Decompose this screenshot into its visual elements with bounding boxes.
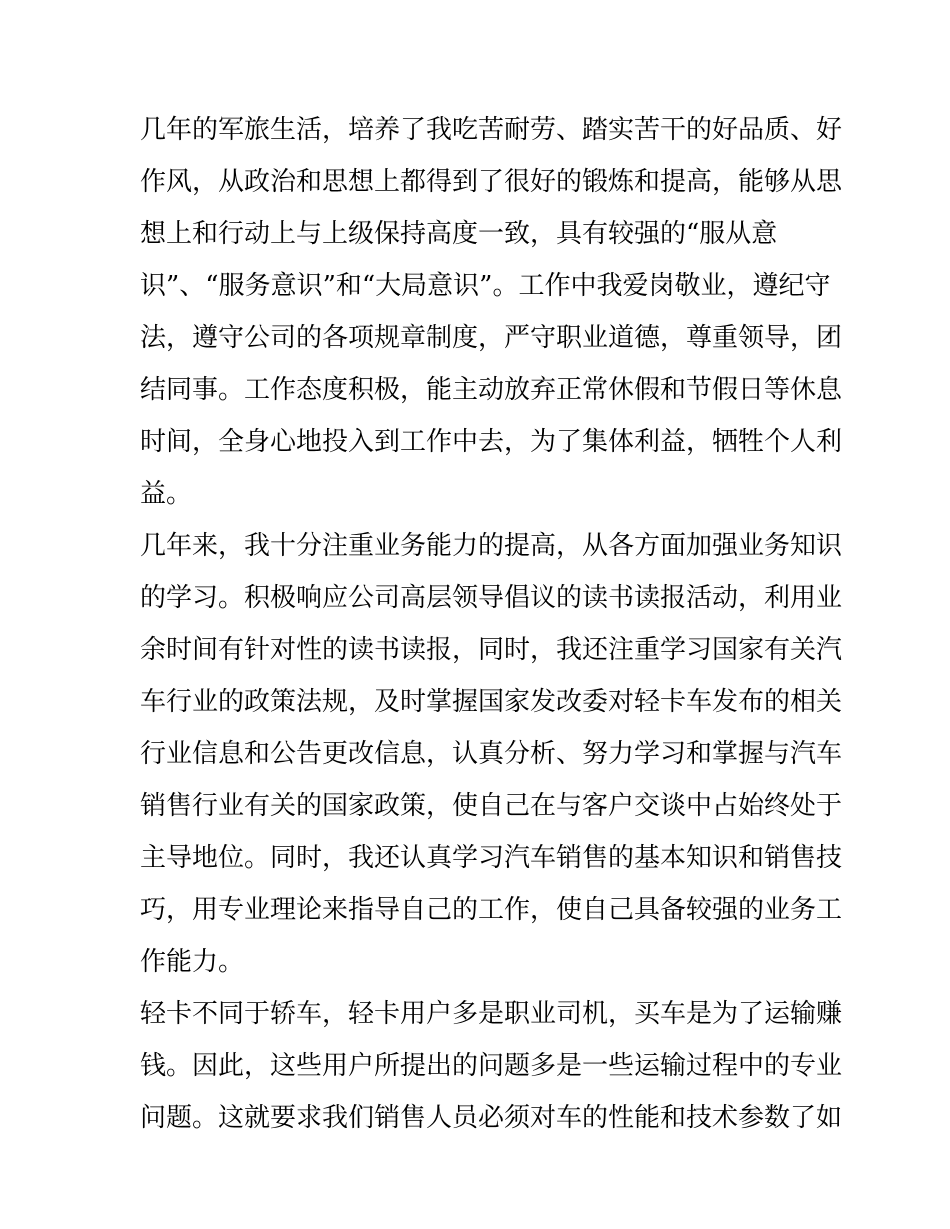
text-line: 问题。这就要求我们销售人员必须对车的性能和技术参数了如 [140, 1103, 843, 1133]
text-line: 结同事。工作态度积极，能主动放弃正常休假和节假日等休息 [140, 375, 843, 405]
text-line: 车行业的政策法规，及时掌握国家发改委对轻卡车发布的相关 [140, 687, 843, 717]
text-line: 轻卡不同于轿车，轻卡用户多是职业司机，买车是为了运输赚 [140, 999, 843, 1029]
text-line: 行业信息和公告更改信息，认真分析、努力学习和掌握与汽车 [140, 739, 843, 769]
text-line: 几年的军旅生活，培养了我吃苦耐劳、踏实苦干的好品质、好 [140, 115, 843, 145]
text-line: 钱。因此，这些用户所提出的问题多是一些运输过程中的专业 [140, 1051, 843, 1081]
text-line: 余时间有针对性的读书读报，同时，我还注重学习国家有关汽 [140, 635, 843, 665]
text-line: 想上和行动上与上级保持高度一致，具有较强的“服从意 [140, 219, 778, 249]
text-line: 的学习。积极响应公司高层领导倡议的读书读报活动，利用业 [140, 583, 843, 613]
text-line: 识”、“服务意识”和“大局意识”。工作中我爱岗敬业，遵纪守 [140, 271, 831, 301]
text-line: 法，遵守公司的各项规章制度，严守职业道德，尊重领导，团 [140, 323, 843, 353]
text-line: 主导地位。同时，我还认真学习汽车销售的基本知识和销售技 [140, 843, 843, 873]
text-line: 几年来，我十分注重业务能力的提高，从各方面加强业务知识 [140, 531, 843, 561]
text-line: 作能力。 [140, 947, 245, 977]
text-line: 销售行业有关的国家政策，使自己在与客户交谈中占始终处于 [140, 791, 843, 821]
text-line: 巧，用专业理论来指导自己的工作，使自己具备较强的业务工 [140, 895, 843, 925]
text-line: 时间，全身心地投入到工作中去，为了集体利益，牺牲个人利 [140, 427, 843, 457]
text-line: 益。 [140, 479, 193, 509]
text-line: 作风，从政治和思想上都得到了很好的锻炼和提高，能够从思 [140, 167, 843, 197]
